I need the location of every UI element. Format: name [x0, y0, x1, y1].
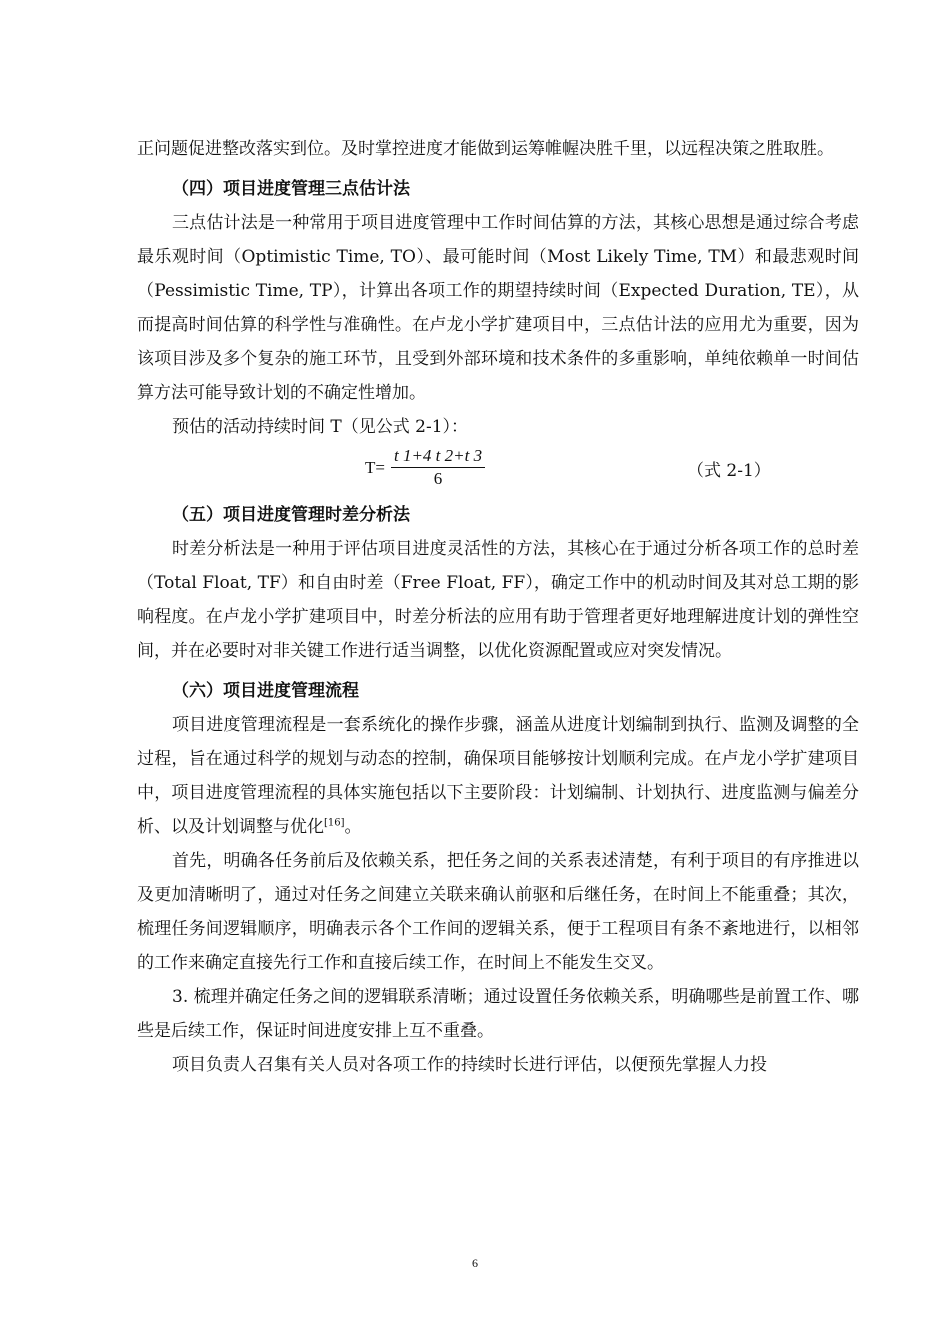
paragraph-first: 首先，明确各任务前后及依赖关系，把任务之间的关系表述清楚，有利于项目的有序推进以及更加清晰明了，通过对任务之间建立关联来确认前驱和后继任务，在时间上不能重叠；其次，梳理任务间逻辑顺序，明确表示各个工作间的逻辑关系，便于工程项目有条不紊地进行，以相邻的工作来确定直接先行工作和直接后续工作，在时间上不能发生交叉。: [137, 851, 859, 973]
paragraph-process: [137, 708, 859, 844]
document-body: [137, 132, 859, 1082]
formula: [365, 446, 485, 490]
paragraph-process-end: 。: [344, 817, 362, 837]
paragraph-float-analysis: 时差分析法是一种用于评估项目进度灵活性的方法，其核心在于通过分析各项工作的总时差（Total Float, TF）和自由时差（Free Float, FF），确定工作中的机动时间及其对总工期的影响程度。在卢龙小学扩建项目中，时差分析法的应用有助于管理者更好地理解进度计划的弹性空间，并在必要时对非关键工作进行适当调整，以优化资源配置或应对突发情况。: [137, 539, 859, 661]
heading-process: （六）项目进度管理流程: [172, 681, 359, 701]
page-number: 6: [472, 1256, 478, 1270]
paragraph-formula-intro: 预估的活动持续时间 T（见公式 2-1）：: [172, 417, 469, 437]
formula-lhs: T=: [365, 458, 385, 477]
paragraph-top: 正问题促进整改落实到位。及时掌控进度才能做到运筹帷幄决胜千里，以远程决策之胜取胜。: [137, 139, 834, 159]
paragraph-last: 项目负责人召集有关人员对各项工作的持续时长进行评估，以便预先掌握人力投: [172, 1055, 767, 1075]
citation-reference: [16]: [324, 817, 345, 829]
formula-numerator: t 1+4 t 2+t 3: [391, 446, 485, 468]
paragraph-step-three: 3. 梳理并确定任务之间的逻辑联系清晰；通过设置任务依赖关系，明确哪些是前置工作、哪些是后续工作，保证时间进度安排上互不重叠。: [137, 987, 859, 1041]
formula-fraction: [391, 446, 485, 490]
heading-three-point: （四）项目进度管理三点估计法: [172, 179, 410, 199]
heading-float-analysis: （五）项目进度管理时差分析法: [172, 505, 410, 525]
formula-denominator: 6: [433, 469, 443, 488]
paragraph-three-point: 三点估计法是一种常用于项目进度管理中工作时间估算的方法，其核心思想是通过综合考虑最乐观时间（Optimistic Time, TO）、最可能时间（Most Likely Time, TM）和最悲观时间（Pessimistic Time, TP），计算出各项工作的期望持续时间（Expected Duration, TE），从而提高时间估算的科学性与准确性。在卢龙小学扩建项目中，三点估计法的应用尤为重要，因为该项目涉及多个复杂的施工环节，且受到外部环境和技术条件的多重影响，单纯依赖单一时间估算方法可能导致计划的不确定性增加。: [137, 213, 859, 403]
formula-label: （式 2-1）: [687, 461, 771, 481]
formula-row: [137, 444, 859, 492]
paragraph-process-text: 项目进度管理流程是一套系统化的操作步骤，涵盖从进度计划编制到执行、监测及调整的全过程，旨在通过科学的规划与动态的控制，确保项目能够按计划顺利完成。在卢龙小学扩建项目中，项目进度管理流程的具体实施包括以下主要阶段：计划编制、计划执行、进度监测与偏差分析、以及计划调整与优化: [137, 715, 859, 837]
